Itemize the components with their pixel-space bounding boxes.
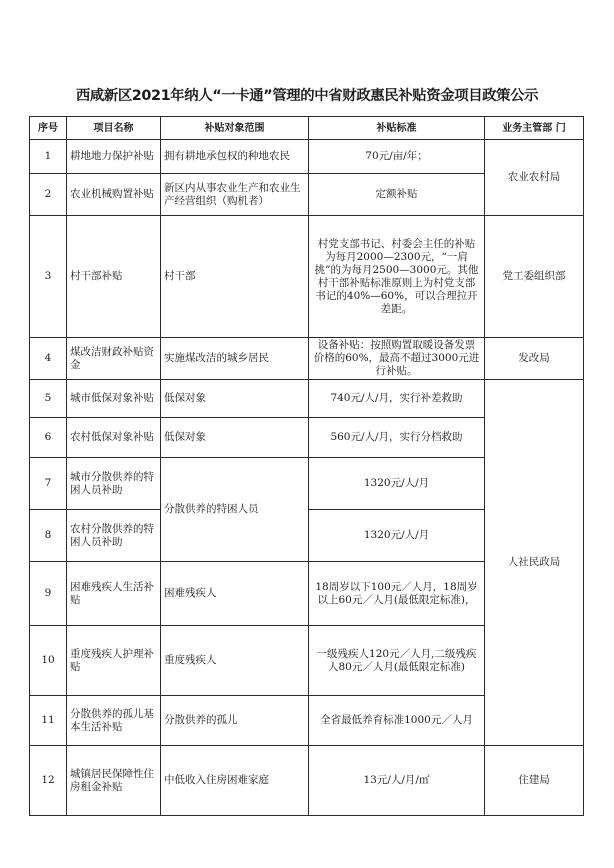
row-standard: 村党支部书记、村委会主任的补贴为每月2000—2300元，“一肩挑”的为每月2500—3000元。其他村干部补贴标准原则上为村党支部书记的40%—60%，可以合理拉开差距。 (309, 216, 485, 338)
subsidy-table (29, 116, 584, 816)
row-standard: 1320元/人/月 (309, 510, 485, 562)
row-scope: 村干部 (161, 216, 309, 338)
row-no: 7 (30, 458, 67, 510)
row-scope: 中低收入住房困难家庭 (161, 746, 309, 816)
dept-cell: 住建局 (485, 746, 584, 816)
row-name: 耕地地力保护补贴 (67, 140, 161, 174)
header-name: 项目名称 (67, 117, 161, 140)
row-name: 重度残疾人护理补贴 (67, 626, 161, 696)
row-name: 城市低保对象补贴 (67, 380, 161, 418)
row-standard: 740元/人/月，实行补差救助 (309, 380, 485, 418)
row-no: 10 (30, 626, 67, 696)
row-no: 8 (30, 510, 67, 562)
table-row (30, 338, 584, 380)
row-standard: 定额补贴 (309, 174, 485, 216)
row-name: 城镇居民保障性住房租金补贴 (67, 746, 161, 816)
row-standard: 1320元/人/月 (309, 458, 485, 510)
row-scope: 重度残疾人 (161, 626, 309, 696)
row-no: 3 (30, 216, 67, 338)
table-row (30, 140, 584, 174)
row-no: 1 (30, 140, 67, 174)
row-name: 困难残疾人生活补贴 (67, 562, 161, 626)
row-standard: 70元/亩/年； (309, 140, 485, 174)
header-scope: 补贴对象范围 (161, 117, 309, 140)
row-scope: 低保对象 (161, 418, 309, 458)
table-row (30, 380, 584, 418)
row-scope: 实施煤改洁的城乡居民 (161, 338, 309, 380)
row-standard: 全省最低养育标准1000元／人月 (309, 696, 485, 746)
dept-cell: 发改局 (485, 338, 584, 380)
header-dept: 业务主管部 门 (485, 117, 584, 140)
table-row (30, 216, 584, 338)
table-header-row (30, 117, 584, 140)
dept-cell: 农业农村局 (485, 140, 584, 216)
row-scope: 分散供养的特困人员 (161, 458, 309, 562)
row-name: 村干部补贴 (67, 216, 161, 338)
row-standard: 18周岁以下100元／人月，18周岁以上60元／人月(最低限定标准)， (309, 562, 485, 626)
row-standard: 一级残疾人120元／人月,二级残疾人80元／人月(最低限定标准) (309, 626, 485, 696)
row-name: 农村分散供养的特困人员补助 (67, 510, 161, 562)
row-no: 5 (30, 380, 67, 418)
row-no: 9 (30, 562, 67, 626)
row-name: 煤改洁财政补贴资金 (67, 338, 161, 380)
row-scope: 拥有耕地承包权的种地农民 (161, 140, 309, 174)
page-title: 西咸新区2021年纳人“一卡通”管理的中省财政惠民补贴资金项目政策公示 (75, 88, 539, 104)
row-no: 11 (30, 696, 67, 746)
row-scope: 新区内从事农业生产和农业生产经营组织（购机者） (161, 174, 309, 216)
row-name: 城市分散供养的特困人员补助 (67, 458, 161, 510)
row-scope: 困难残疾人 (161, 562, 309, 626)
row-scope: 低保对象 (161, 380, 309, 418)
row-name: 农村低保对象补贴 (67, 418, 161, 458)
row-scope: 分散供养的孤儿 (161, 696, 309, 746)
row-standard: 设备补贴：按照购置取暖设备发票价格的60%，最高不超过3000元进行补贴。 (309, 338, 485, 380)
row-no: 4 (30, 338, 67, 380)
row-name: 农业机械购置补贴 (67, 174, 161, 216)
row-standard: 560元/人/月，实行分档救助 (309, 418, 485, 458)
row-no: 6 (30, 418, 67, 458)
row-no: 12 (30, 746, 67, 816)
table-row (30, 746, 584, 816)
row-no: 2 (30, 174, 67, 216)
header-standard: 补贴标准 (309, 117, 485, 140)
row-standard: 13元/人/月/㎡ (309, 746, 485, 816)
dept-cell: 人社民政局 (485, 380, 584, 746)
dept-cell: 党工委组织部 (485, 216, 584, 338)
row-name: 分散供养的孤儿基本生活补贴 (67, 696, 161, 746)
header-no: 序号 (30, 117, 67, 140)
